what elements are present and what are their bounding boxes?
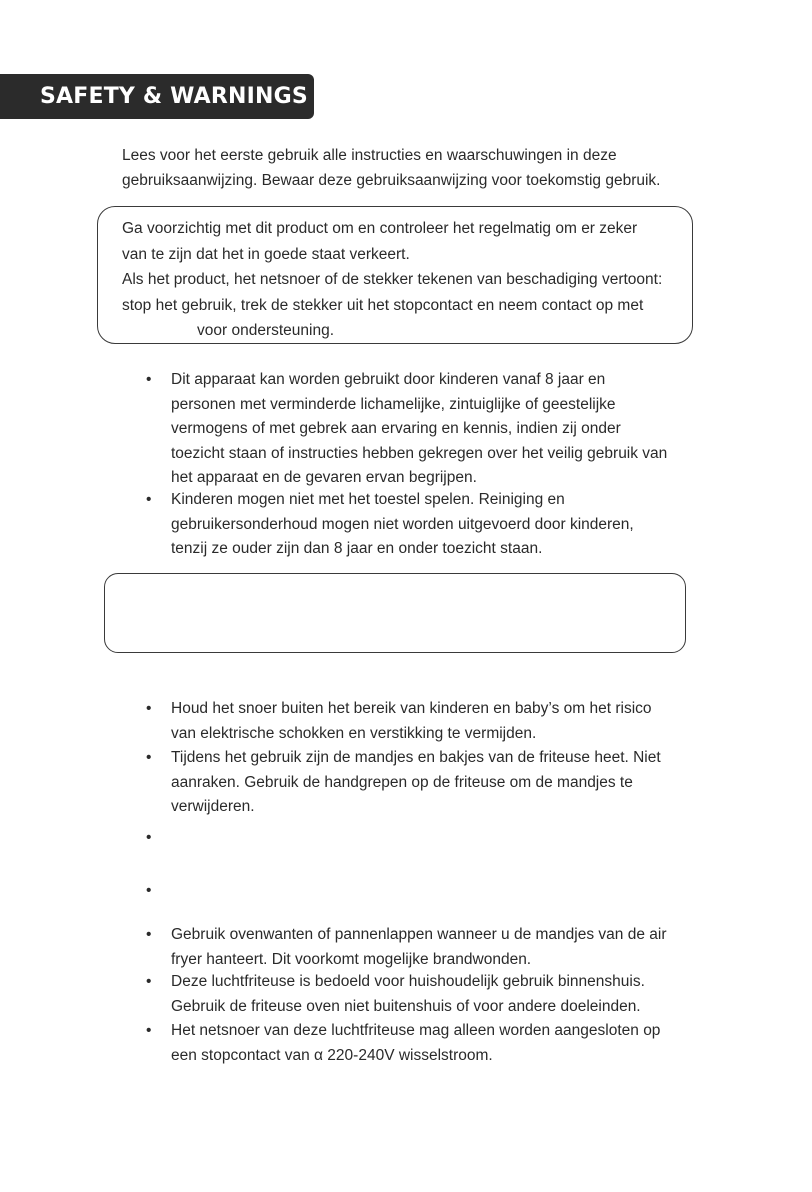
- bullet-icon: •: [146, 700, 152, 717]
- bullet-line: Kinderen mogen niet met het toestel spelen. Reiniging en: [171, 491, 565, 508]
- bullet-line: fryer hanteert. Dit voorkomt mogelijke brandwonden.: [171, 950, 532, 968]
- section-header: [0, 74, 314, 119]
- bullet-line: personen met verminderde lichamelijke, zintuiglijke of geestelijke: [171, 395, 616, 413]
- bullet-icon: •: [146, 973, 152, 990]
- section-title: SAFETY & WARNINGS: [40, 84, 308, 109]
- bullet-icon: •: [146, 491, 152, 508]
- bullet-icon: •: [146, 371, 152, 388]
- warning-line-indented: [122, 318, 702, 344]
- bullet-icon: •: [146, 1022, 152, 1039]
- bullet-line: Gebruik ovenwanten of pannenlappen wanneer u de mandjes van de air: [171, 926, 667, 943]
- warning-line-text: voor ondersteuning.: [197, 322, 335, 339]
- bullet-line: Het netsnoer van deze luchtfriteuse mag alleen worden aangesloten op: [171, 1022, 661, 1039]
- bullet-line: gebruikersonderhoud mogen niet worden uitgevoerd door kinderen,: [171, 515, 634, 533]
- warning-line: stop het gebruik, trek de stekker uit het stopcontact en neem contact op met: [122, 296, 644, 314]
- bullet-line: Deze luchtfriteuse is bedoeld voor huishoudelijk gebruik binnenshuis.: [171, 973, 645, 990]
- warning-box-text: [122, 216, 702, 344]
- bullet-line: aanraken. Gebruik de handgrepen op de friteuse om de mandjes te: [171, 773, 633, 791]
- bullet-line: Gebruik de friteuse oven niet buitenshuis of voor andere doeleinden.: [171, 997, 641, 1015]
- intro-line: Lees voor het eerste gebruik alle instructies en waarschuwingen in deze: [122, 147, 617, 164]
- bullet-icon: •: [146, 749, 152, 766]
- bullet-icon: •: [146, 926, 152, 943]
- intro-paragraph: [122, 143, 742, 193]
- bullet-line: het apparaat en de gevaren ervan begrijpen.: [171, 469, 477, 487]
- bullet-line: verwijderen.: [171, 798, 255, 816]
- bullet-line: Dit apparaat kan worden gebruikt door kinderen vanaf 8 jaar en: [171, 371, 606, 388]
- warning-line: Ga voorzichtig met dit product om en controleer het regelmatig om er zeker: [122, 220, 638, 237]
- bullet-line: Tijdens het gebruik zijn de mandjes en bakjes van de friteuse heet. Niet: [171, 749, 661, 766]
- bullet-line: vermogens of met gebrek aan ervaring en kennis, indien zij onder: [171, 420, 621, 438]
- warning-line: Als het product, het netsnoer of de stekker tekenen van beschadiging vertoont:: [122, 271, 663, 288]
- empty-notice-box: [104, 573, 686, 653]
- bullet-line: van elektrische schokken en verstikking te vermijden.: [171, 724, 537, 742]
- bullet-icon: •: [146, 829, 152, 846]
- bullet-line: tenzij ze ouder zijn dan 8 jaar en onder toezicht staan.: [171, 540, 543, 558]
- bullet-icon: •: [146, 882, 152, 899]
- intro-line: gebruiksaanwijzing. Bewaar deze gebruiksaanwijzing voor toekomstig gebruik.: [122, 172, 661, 189]
- bullet-line: Houd het snoer buiten het bereik van kinderen en baby’s om het risico: [171, 700, 652, 717]
- warning-line: van te zijn dat het in goede staat verkeert.: [122, 245, 410, 263]
- bullet-line: een stopcontact van α 220-240V wisselstroom.: [171, 1046, 493, 1064]
- bullet-line: toezicht staan of instructies hebben gekregen over het veilig gebruik van: [171, 444, 668, 462]
